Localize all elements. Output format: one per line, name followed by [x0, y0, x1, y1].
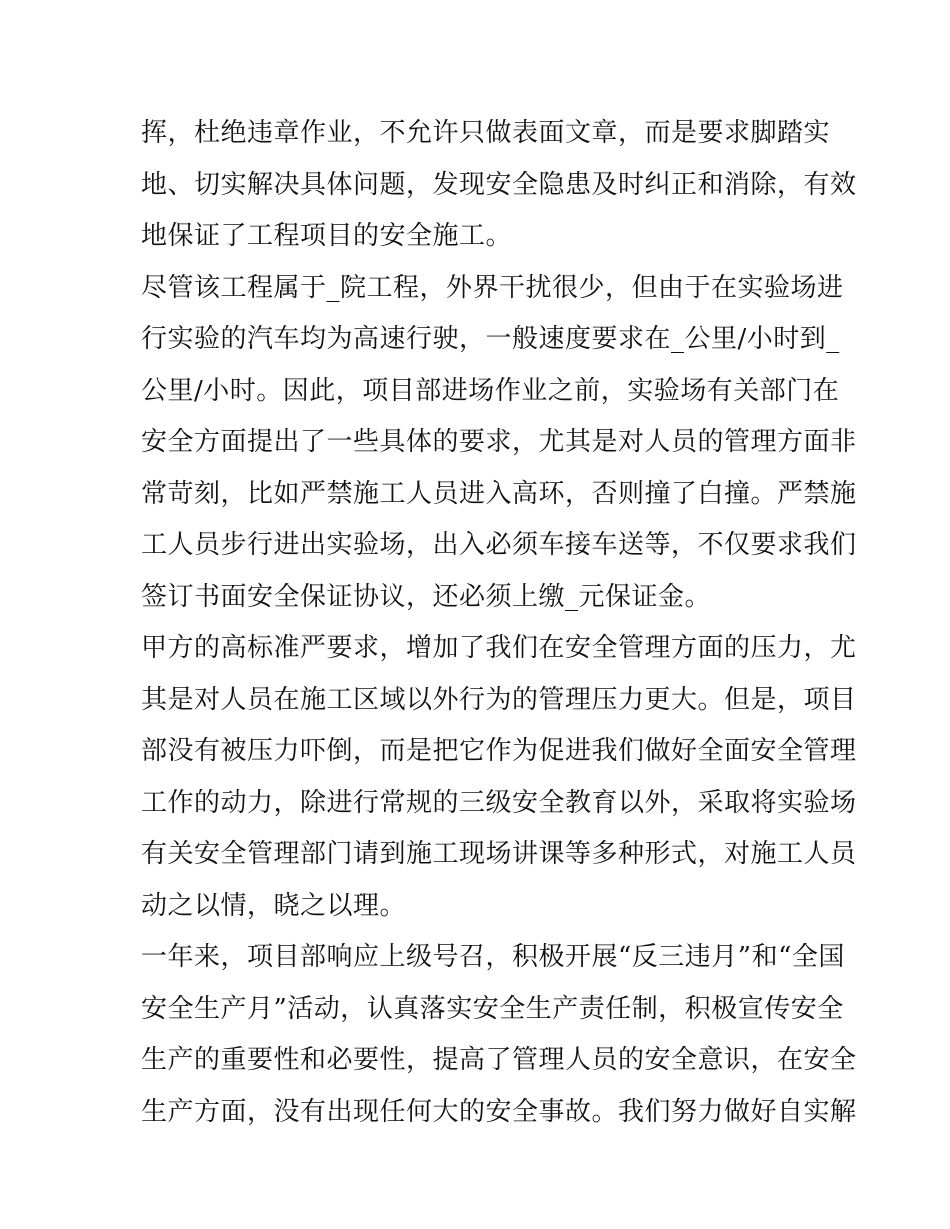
- text-line: 工作的动力，除进行常规的三级安全教育以外，采取将实验场: [141, 787, 857, 818]
- text-line: 常苛刻，比如严禁施工人员进入高环，否则撞了白撞。严禁施: [141, 478, 857, 509]
- text-line: 安全方面提出了一些具体的要求，尤其是对人员的管理方面非: [141, 427, 857, 457]
- body-text: [141, 108, 857, 1138]
- text-line: 动之以情，晓之以理。: [141, 890, 407, 921]
- text-line: 有关安全管理部门请到施工现场讲课等多种形式，对施工人员: [141, 839, 857, 869]
- text-line: 生产的重要性和必要性，提高了管理人员的安全意识，在安全: [141, 1045, 857, 1075]
- text-line: 一年来，项目部响应上级号召，积极开展“反三违月”和“全国: [141, 942, 845, 972]
- text-line: 公里/小时。因此，项目部进场作业之前，实验场有关部门在: [141, 375, 840, 406]
- text-line: 部没有被压力吓倒，而是把它作为促进我们做好全面安全管理: [141, 736, 857, 766]
- text-line: 其是对人员在施工区域以外行为的管理压力更大。但是，项目: [141, 684, 857, 715]
- text-line: 挥，杜绝违章作业，不允许只做表面文章，而是要求脚踏实: [141, 118, 831, 148]
- text-line: 尽管该工程属于_院工程，外界干扰很少，但由于在实验场进: [141, 272, 844, 303]
- text-line: 地保证了工程项目的安全施工。: [141, 221, 513, 251]
- text-line: 地、切实解决具体问题，发现安全隐患及时纠正和消除，有效: [141, 169, 857, 200]
- text-line: 生产方面，没有出现任何大的安全事故。我们努力做好自实解: [141, 1096, 857, 1127]
- text-line: 甲方的高标准严要求，增加了我们在安全管理方面的压力，尤: [141, 633, 857, 663]
- text-line: 行实验的汽车均为高速行驶，一般速度要求在_公里/小时到_: [141, 324, 840, 354]
- text-line: 签订书面安全保证协议，还必须上缴_元保证金。: [141, 581, 712, 612]
- text-line: 工人员步行进出实验场，出入必须车接车送等，不仅要求我们: [141, 530, 857, 560]
- text-line: 安全生产月”活动，认真落实安全生产责任制，积极宣传安全: [141, 993, 844, 1024]
